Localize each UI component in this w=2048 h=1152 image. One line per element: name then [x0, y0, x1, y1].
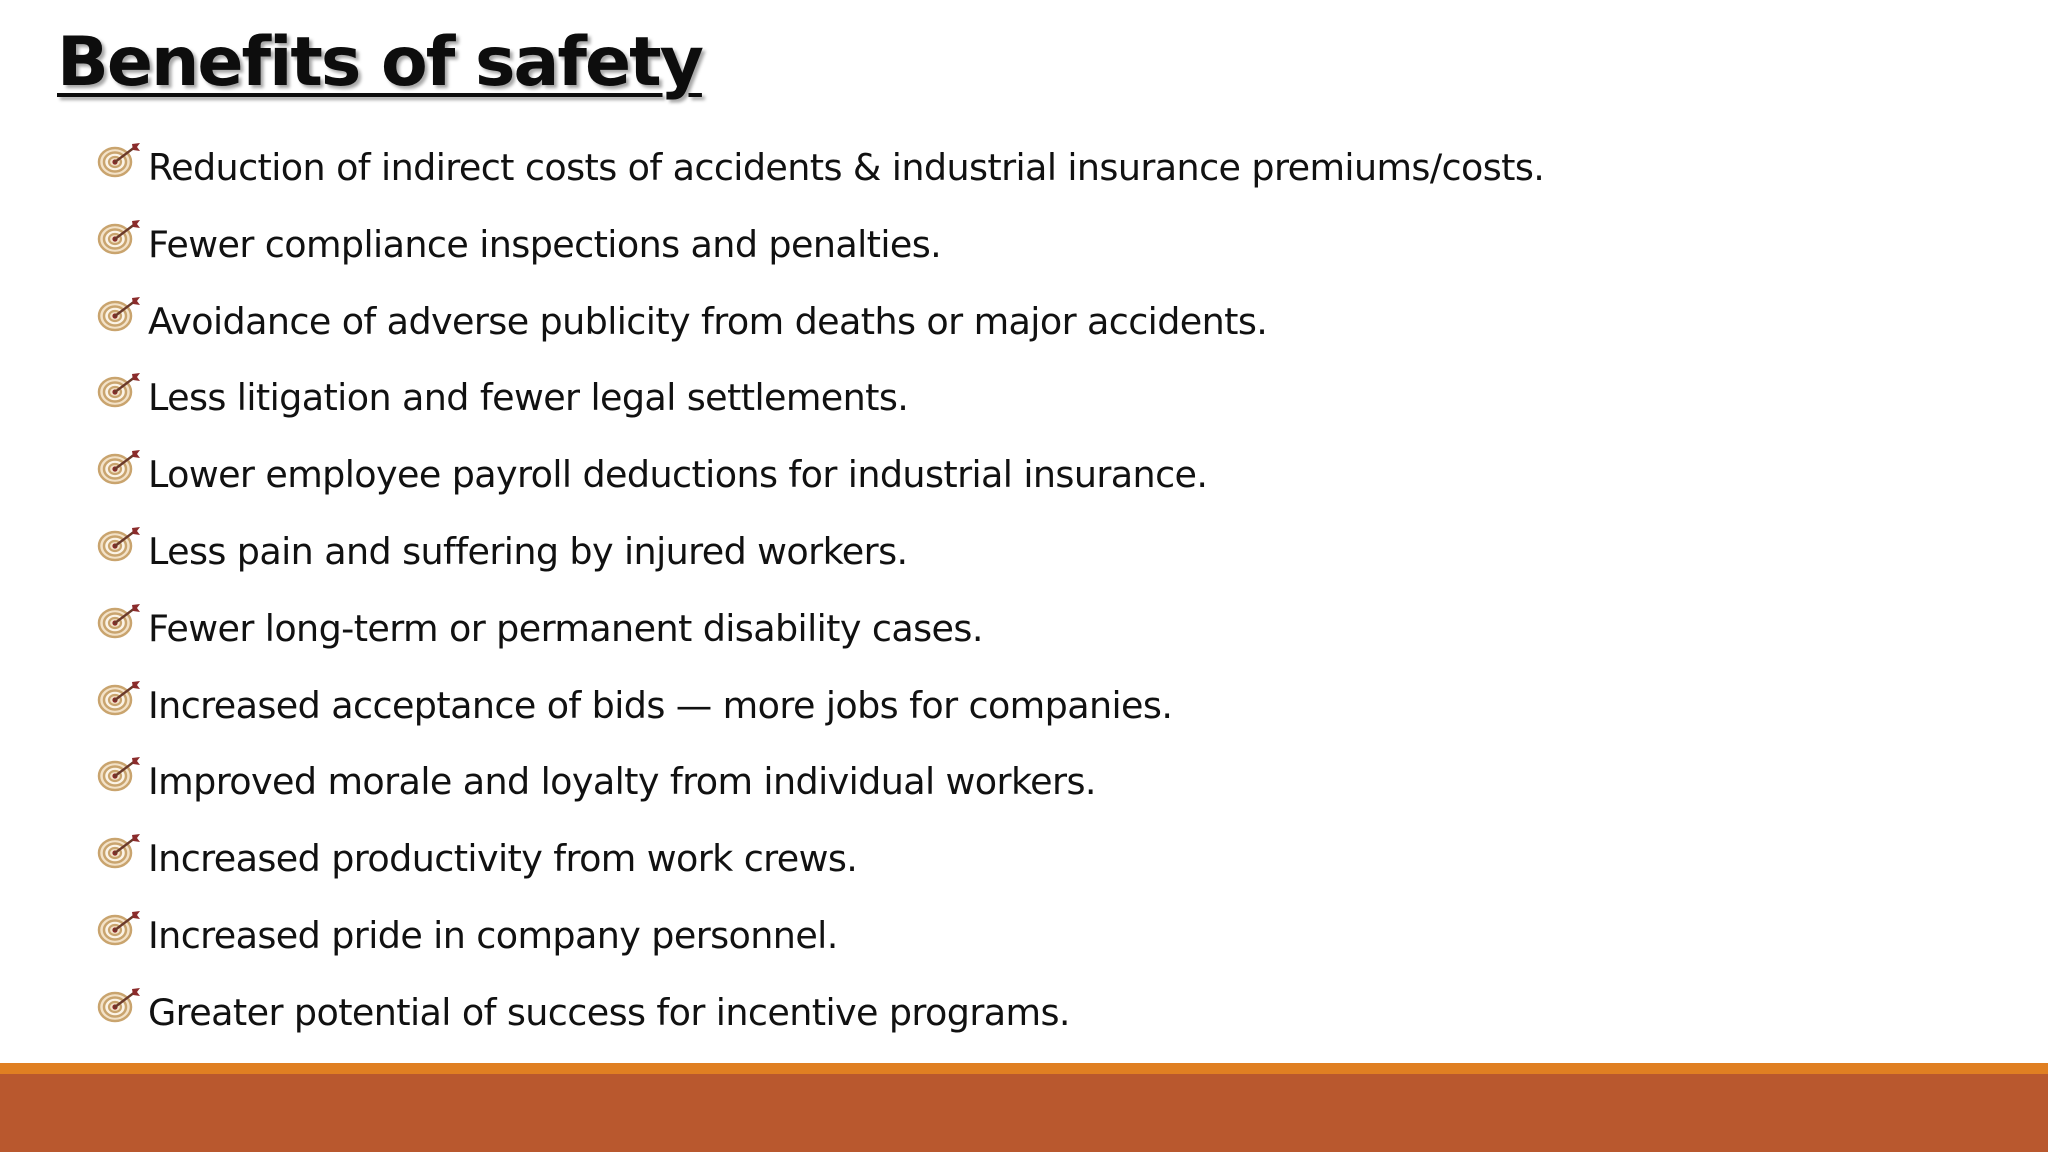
bullet-text: Less pain and suffering by injured workers. [148, 529, 908, 573]
list-item [96, 292, 1544, 369]
bullet-text: Greater potential of success for incentive programs. [148, 990, 1070, 1034]
bullet-text: Improved morale and loyalty from individual workers. [148, 760, 1096, 804]
target-dart-icon [96, 292, 142, 332]
list-item [96, 522, 1544, 599]
target-dart-icon [96, 752, 142, 792]
bullet-text: Reduction of indirect costs of accidents & industrial insurance premiums/costs. [148, 146, 1545, 189]
bullet-list [96, 138, 1544, 1060]
list-item [96, 676, 1544, 753]
list-item [96, 599, 1544, 676]
list-item [96, 215, 1544, 292]
target-dart-icon [96, 599, 142, 639]
list-item [96, 368, 1544, 445]
target-dart-icon [96, 983, 142, 1023]
target-dart-icon [96, 522, 142, 562]
list-item [96, 983, 1544, 1060]
list-item [96, 829, 1544, 906]
bullet-text: Less litigation and fewer legal settlements. [148, 376, 909, 420]
target-dart-icon [96, 829, 142, 869]
footer-accent-line [0, 1063, 2048, 1074]
bullet-text: Fewer compliance inspections and penalties. [148, 222, 942, 266]
bullet-text: Avoidance of adverse publicity from deaths or major accidents. [148, 299, 1268, 343]
bullet-text: Fewer long-term or permanent disability cases. [148, 606, 983, 650]
bullet-text: Increased acceptance of bids — more jobs for companies. [148, 683, 1173, 727]
target-dart-icon [96, 138, 142, 178]
footer-bar [0, 1074, 2048, 1152]
slide-title: Benefits of safety [57, 23, 702, 102]
bullet-text: Lower employee payroll deductions for industrial insurance. [148, 453, 1208, 497]
list-item [96, 906, 1544, 983]
list-item [96, 752, 1544, 829]
target-dart-icon [96, 368, 142, 408]
target-dart-icon [96, 676, 142, 716]
list-item [96, 445, 1544, 522]
target-dart-icon [96, 215, 142, 255]
bullet-text: Increased pride in company personnel. [148, 913, 838, 957]
target-dart-icon [96, 445, 142, 485]
bullet-text: Increased productivity from work crews. [148, 837, 858, 881]
list-item [96, 138, 1544, 215]
target-dart-icon [96, 906, 142, 946]
